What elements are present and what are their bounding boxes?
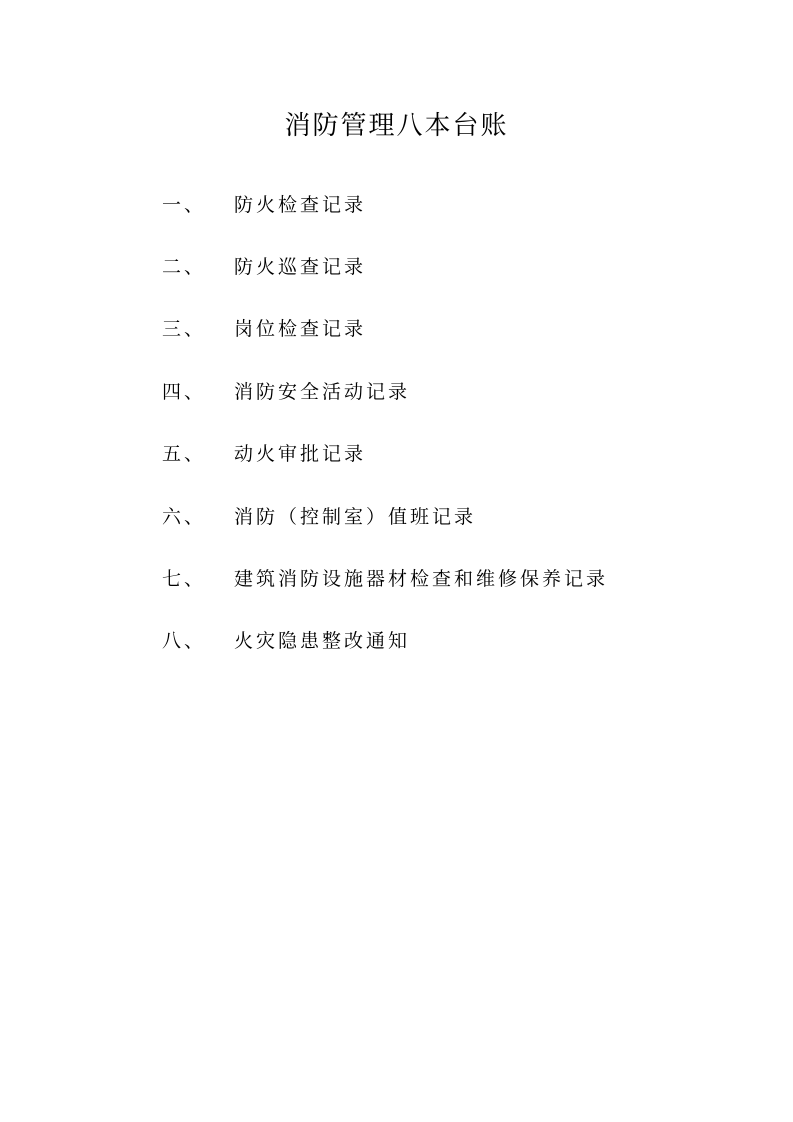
item-text: 火灾隐患整改通知	[234, 630, 411, 653]
list-item	[162, 234, 762, 296]
item-number: 六、	[162, 505, 207, 528]
item-number: 一、	[162, 193, 207, 216]
item-number: 四、	[162, 380, 207, 403]
document-title: 消防管理八本台账	[284, 111, 509, 141]
list-item	[162, 359, 762, 421]
item-text: 动火审批记录	[234, 443, 367, 466]
list-item	[162, 609, 762, 671]
item-number: 八、	[162, 630, 207, 653]
item-text: 岗位检查记录	[234, 318, 367, 341]
item-text: 防火检查记录	[234, 193, 367, 216]
list-item	[162, 172, 762, 234]
item-number: 七、	[162, 568, 207, 591]
item-number: 三、	[162, 318, 207, 341]
item-text: 防火巡查记录	[234, 256, 367, 279]
list-item	[162, 484, 762, 546]
list-item	[162, 422, 762, 484]
item-text: 消防安全活动记录	[234, 380, 411, 403]
item-text: 消防（控制室）值班记录	[234, 505, 477, 528]
list-item	[162, 546, 762, 608]
item-number: 五、	[162, 443, 207, 466]
item-number: 二、	[162, 256, 207, 279]
list-item	[162, 297, 762, 359]
record-list	[162, 172, 762, 671]
item-text: 建筑消防设施器材检查和维修保养记录	[234, 568, 609, 591]
